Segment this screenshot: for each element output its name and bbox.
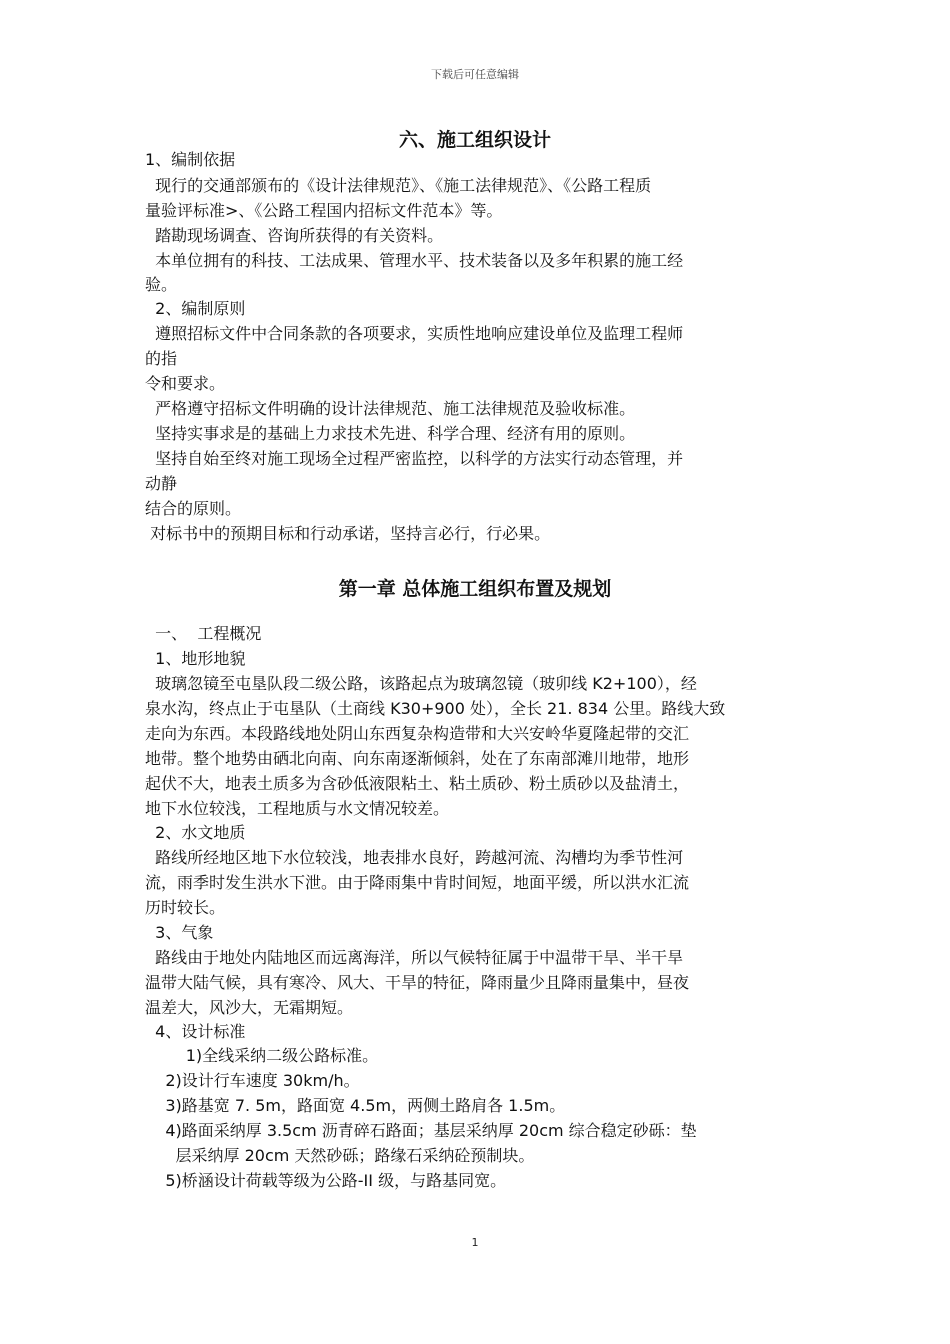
body-line: 1、地形地貌 (145, 649, 246, 668)
page-number: 1 (471, 1236, 479, 1249)
list-item: 3)路基宽 7. 5m，路面宽 4.5m，两侧土路肩各 1.5m。 (145, 1096, 566, 1115)
body-line: 验。 (145, 275, 178, 294)
body-line: 地带。整个地势由硒北向南、向东南逐渐倾斜，处在了东南部滩川地带，地形 (145, 749, 690, 768)
chapter-title: 第一章 总体施工组织布置及规划 (338, 578, 612, 600)
section-heading: 一、 工程概况 (145, 624, 262, 643)
list-item: 4)路面采纳厚 3.5cm 沥青碎石路面；基层采纳厚 20cm 综合稳定砂砾：垫 (145, 1121, 697, 1140)
document-title: 六、施工组织设计 (398, 129, 551, 151)
body-line: 4、设计标准 (145, 1022, 246, 1041)
body-line: 泉水沟，终点止于屯垦队（土商线 K30+900 处），全长 21. 834 公里。路线大致 (145, 699, 726, 718)
body-line: 的指 (145, 349, 178, 368)
body-line: 地下水位较浅，工程地质与水文情况较差。 (145, 799, 450, 818)
list-item: 层采纳厚 20cm 天然砂砾；路缘石采纳砼预制块。 (145, 1146, 535, 1165)
body-line: 玻璃忽镜至屯垦队段二级公路，该路起点为玻璃忽镜（玻卯线 K2+100），经 (145, 674, 697, 693)
body-line: 历时较长。 (145, 898, 226, 917)
page-header: 下载后可任意编辑 (431, 68, 519, 81)
body-line: 3、气象 (145, 923, 214, 942)
body-line: 起伏不大，地表土质多为含砂低液限粘土、粘土质砂、粉土质砂以及盐清土， (145, 774, 690, 793)
body-line: 对标书中的预期目标和行动承诺，坚持言必行，行必果。 (145, 524, 551, 543)
body-line: 严格遵守招标文件明确的设计法律规范、施工法律规范及验收标准。 (145, 399, 636, 418)
body-line: 坚持自始至终对施工现场全过程严密监控，以科学的方法实行动态管理，并 (145, 449, 684, 468)
body-line: 量验评标准>、《公路工程国内招标文件范本》等。 (145, 201, 503, 220)
body-line: 现行的交通部颁布的《设计法律规范》、《施工法律规范》、《公路工程质 (145, 176, 652, 195)
body-line: 踏勘现场调查、咨询所获得的有关资料。 (145, 226, 444, 245)
body-line: 2、水文地质 (145, 823, 246, 842)
body-line: 动静 (145, 474, 178, 493)
body-line: 流，雨季时发生洪水下泄。由于降雨集中肯时间短，地面平缓，所以洪水汇流 (145, 873, 690, 892)
body-line: 1、编制依据 (145, 150, 236, 169)
body-line: 结合的原则。 (145, 499, 242, 518)
body-line: 温差大，风沙大，无霜期短。 (145, 998, 354, 1017)
list-item: 5)桥涵设计荷载等级为公路-II 级，与路基同宽。 (145, 1171, 507, 1190)
body-line: 2、编制原则 (145, 299, 246, 318)
body-line: 路线所经地区地下水位较浅，地表排水良好，跨越河流、沟槽均为季节性河 (145, 848, 684, 867)
body-line: 令和要求。 (145, 374, 226, 393)
body-line: 温带大陆气候，具有寒冷、风大、干旱的特征，降雨量少且降雨量集中，昼夜 (145, 973, 690, 992)
body-line: 路线由于地处内陆地区而远离海洋，所以气候特征属于中温带干旱、半干旱 (145, 948, 684, 967)
body-line: 本单位拥有的科技、工法成果、管理水平、技术装备以及多年积累的施工经 (145, 251, 684, 270)
list-item: 1)全线采纳二级公路标准。 (145, 1046, 379, 1065)
list-item: 2)设计行车速度 30km/h。 (145, 1071, 360, 1090)
body-line: 遵照招标文件中合同条款的各项要求，实质性地响应建设单位及监理工程师 (145, 324, 684, 343)
body-line: 坚持实事求是的基础上力求技术先进、科学合理、经济有用的原则。 (145, 424, 636, 443)
body-line: 走向为东西。本段路线地处阴山东西复杂构造带和大兴安岭华夏隆起带的交汇 (145, 724, 690, 743)
